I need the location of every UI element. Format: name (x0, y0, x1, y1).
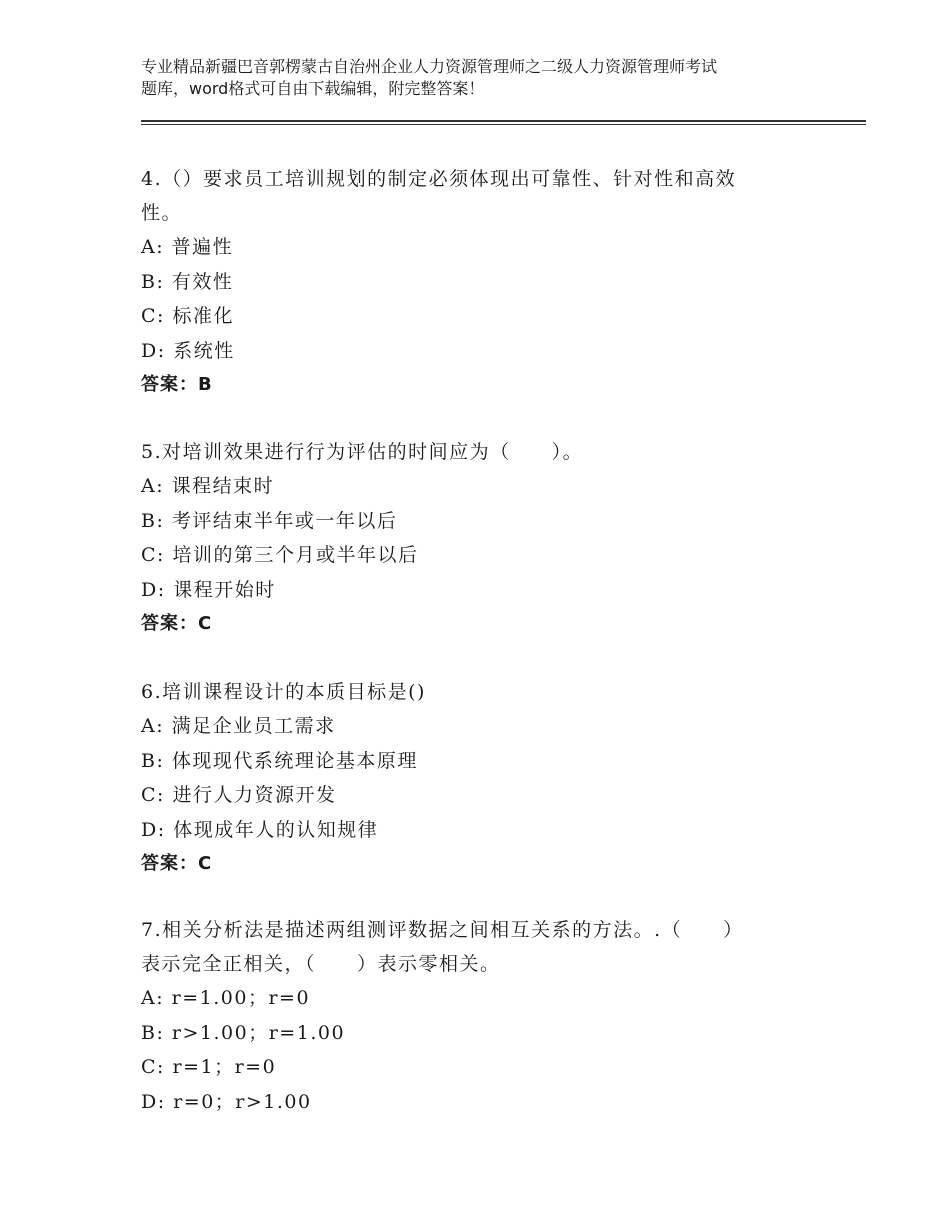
option-c (141, 299, 821, 334)
option-text: 考评结束半年或一年以后 (171, 509, 398, 532)
option-b (141, 1016, 821, 1051)
option-b (141, 265, 821, 300)
option-letter: A: (141, 236, 165, 258)
question-stem-line: 6.培训课程设计的本质目标是() (141, 681, 426, 703)
option-letter: B: (141, 509, 165, 532)
option-b (141, 744, 821, 779)
option-letter: A: (141, 475, 165, 497)
option-text: 标准化 (172, 305, 235, 327)
option-c (141, 538, 821, 573)
option-letter: A: (141, 987, 165, 1009)
question-stem-line: 表示完全正相关，（ ）表示零相关。 (141, 953, 501, 975)
option-a (141, 981, 821, 1016)
option-letter: C: (141, 305, 165, 327)
option-letter: C: (141, 544, 165, 566)
option-d (141, 1085, 821, 1120)
option-c (141, 778, 821, 813)
answer-label: 答案：C (141, 853, 213, 874)
option-letter: D: (141, 1090, 166, 1113)
option-letter: D: (141, 339, 166, 362)
document-header (141, 56, 831, 100)
option-text: 课程结束时 (171, 475, 275, 497)
question-stem-line: 5.对培训效果进行行为评估的时间应为（ ）。 (141, 441, 584, 463)
option-a (141, 469, 821, 504)
option-text: 有效性 (171, 270, 234, 293)
question-stem-line: 性。 (141, 202, 183, 224)
option-letter: C: (141, 1056, 165, 1078)
option-d (141, 813, 821, 848)
option-text: r>1.00；r=1.00 (171, 1021, 346, 1044)
option-text: 体现成年人的认知规律 (173, 818, 379, 841)
option-letter: D: (141, 818, 166, 841)
answer-label: 答案：C (141, 613, 213, 634)
option-text: 系统性 (173, 339, 235, 362)
question-5 (141, 435, 821, 641)
option-text: 课程开始时 (173, 578, 276, 601)
option-text: 满足企业员工需求 (171, 715, 336, 737)
option-text: 体现现代系统理论基本原理 (171, 749, 418, 772)
question-7 (141, 913, 821, 1119)
option-b (141, 504, 821, 539)
option-text: r=0；r>1.00 (173, 1090, 312, 1113)
header-line-2: 题库，word格式可自由下载编辑，附完整答案！ (141, 79, 485, 98)
option-text: 进行人力资源开发 (172, 784, 337, 806)
option-text: r=1.00；r=0 (171, 987, 311, 1009)
header-line-1: 专业精品新疆巴音郭楞蒙古自治州企业人力资源管理师之二级人力资源管理师考试 (141, 57, 718, 76)
option-letter: C: (141, 784, 165, 806)
option-letter: B: (141, 270, 165, 293)
header-divider-thick (141, 120, 866, 122)
option-letter: B: (141, 749, 165, 772)
option-text: r=1；r=0 (172, 1056, 277, 1078)
option-letter: B: (141, 1021, 165, 1044)
option-letter: D: (141, 578, 166, 601)
option-text: 普遍性 (171, 236, 234, 258)
option-c (141, 1050, 821, 1085)
question-4 (141, 162, 821, 402)
option-a (141, 709, 821, 744)
option-text: 培训的第三个月或半年以后 (172, 544, 419, 566)
question-stem-line: 4.（）要求员工培训规划的制定必须体现出可靠性、针对性和高效 (141, 168, 737, 190)
option-a (141, 230, 821, 265)
option-d (141, 573, 821, 608)
question-stem-line: 7.相关分析法是描述两组测评数据之间相互关系的方法。.（ ） (141, 919, 744, 941)
header-divider-thin (141, 124, 866, 125)
question-6 (141, 675, 821, 881)
option-letter: A: (141, 715, 165, 737)
answer-label: 答案：B (141, 374, 213, 395)
option-d (141, 334, 821, 369)
